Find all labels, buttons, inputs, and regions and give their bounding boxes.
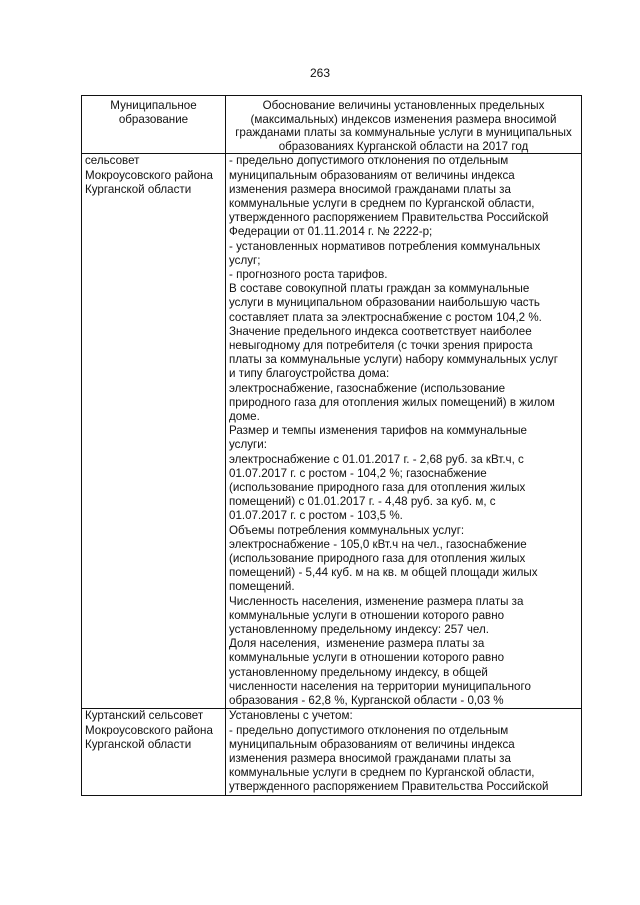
justification-line: электроснабжение, газоснабжение (использование bbox=[229, 381, 506, 395]
justification-line: численности населения на территории муниципального bbox=[229, 679, 531, 693]
table-header-row bbox=[82, 96, 582, 154]
justification-line: помещений) с 01.01.2017 г. - 4,48 руб. за куб. м, с bbox=[229, 495, 496, 509]
justification-line: установленному предельному индексу, в общей bbox=[229, 665, 488, 679]
justification-line: - прогнозного роста тарифов. bbox=[229, 268, 388, 281]
municipality-cell: сельсовет Мокроусовского района Курганской области bbox=[82, 154, 226, 709]
justification-line: помещений) - 5,44 куб. м на кв. м общей площади жилых bbox=[229, 566, 538, 580]
justification-line: (использование природного газа для отопления жилых bbox=[229, 552, 526, 566]
justification-line: Размер и темпы изменения тарифов на коммунальные bbox=[229, 424, 527, 438]
justification-line: Численность населения, изменение размера платы за bbox=[229, 594, 524, 608]
justification-line: помещений. bbox=[229, 580, 295, 594]
justification-line: изменения размера вносимой гражданами платы за bbox=[229, 182, 511, 196]
justification-line: - установленных нормативов потребления коммунальных bbox=[229, 239, 541, 253]
justification-line: составляет плата за электроснабжение с ростом 104,2 %. bbox=[229, 310, 542, 324]
header-justification: Обоснование величины установленных предельных (максимальных) индексов изменения размера вносимой гражданами платы за коммунальные услуги в муниципальных образованиях Курганской области на 2017 год bbox=[226, 96, 582, 154]
page-number: 263 bbox=[309, 66, 331, 80]
justification-line: услуги в муниципальном образовании наибольшую часть bbox=[229, 296, 540, 310]
justification-line: электроснабжение - 105,0 кВт.ч на чел., газоснабжение bbox=[229, 537, 527, 551]
justification-line: 01.07.2017 г. с ростом - 103,5 %. bbox=[229, 509, 403, 523]
justification-line: электроснабжение с 01.01.2017 г. - 2,68 руб. за кВт.ч, с bbox=[229, 452, 524, 466]
justification-line: утвержденного распоряжением Правительства Российской bbox=[229, 780, 549, 794]
justification-line: - предельно допустимого отклонения по отдельным bbox=[229, 154, 509, 168]
justification-line: утвержденного распоряжением Правительства Российской bbox=[229, 211, 549, 225]
justification-line: Доля населения, изменение размера платы за bbox=[229, 637, 485, 651]
justification-line: коммунальные услуги в среднем по Курганской области, bbox=[229, 196, 535, 210]
municipality-cell: Куртанский сельсовет Мокроусовского района Курганской области bbox=[82, 709, 226, 795]
justification-line: коммунальные услуги в отношении которого равно bbox=[229, 651, 505, 665]
justification-line: невыгодному для потребителя (с точки зрения прироста bbox=[229, 339, 533, 353]
justification-line: муниципальным образованиям от величины индекса bbox=[229, 168, 515, 182]
justification-line: (использование природного газа для отопления жилых bbox=[229, 481, 526, 495]
justification-line: изменения размера вносимой гражданами платы за bbox=[229, 751, 511, 765]
justification-line: Объемы потребления коммунальных услуг: bbox=[229, 523, 465, 537]
justification-line: муниципальным образованиям от величины индекса bbox=[229, 737, 515, 751]
justification-line: установленному предельному индексу: 257 чел. bbox=[229, 623, 489, 637]
justification-line: коммунальные услуги в отношении которого равно bbox=[229, 608, 505, 622]
justification-cell bbox=[226, 709, 582, 795]
justification-line: Значение предельного индекса соответствует наиболее bbox=[229, 324, 532, 338]
justification-line: услуг; bbox=[229, 253, 261, 267]
justification-line: 01.07.2017 г. с ростом - 104,2 %; газоснабжение bbox=[229, 466, 487, 480]
justification-line: В составе совокупной платы граждан за коммунальные bbox=[229, 282, 530, 296]
header-municipality: Муниципальное образование bbox=[82, 96, 226, 154]
table-row bbox=[82, 154, 582, 709]
justification-line: доме. bbox=[229, 410, 260, 424]
justification-line: - предельно допустимого отклонения по отдельным bbox=[229, 723, 509, 737]
justification-line: образования - 62,8 %, Курганской области - 0,03 % bbox=[229, 694, 504, 708]
justification-line: Федерации от 01.11.2014 г. № 2222-р; bbox=[229, 225, 433, 239]
justification-line: коммунальные услуги в среднем по Курганской области, bbox=[229, 766, 535, 780]
justification-line: услуги: bbox=[229, 438, 267, 452]
table-row bbox=[82, 709, 582, 795]
justification-line: Установлены с учетом: bbox=[229, 709, 353, 723]
justification-line: платы за коммунальные услуги) набору коммунальных услуг bbox=[229, 353, 558, 367]
justification-line: и типу благоустройства дома: bbox=[229, 367, 390, 381]
justification-line: природного газа для отопления жилых помещений) в жилом bbox=[229, 395, 555, 409]
justification-table bbox=[81, 95, 582, 796]
justification-cell bbox=[226, 154, 582, 709]
